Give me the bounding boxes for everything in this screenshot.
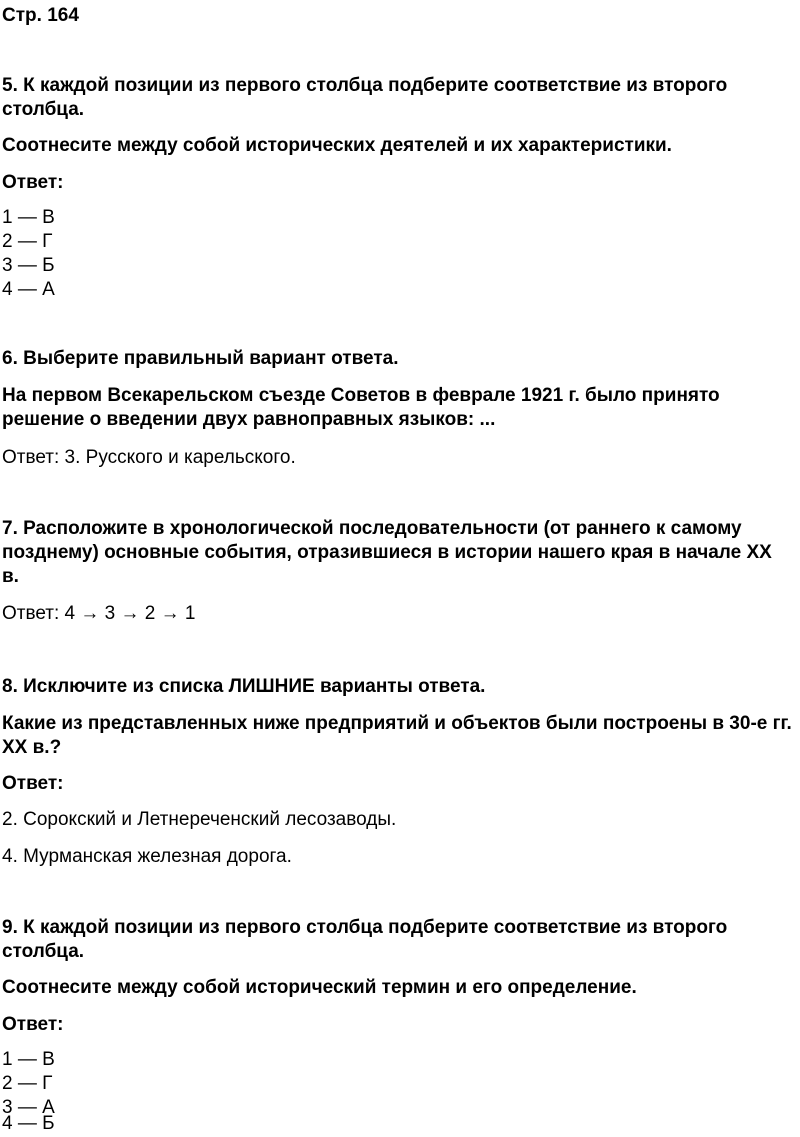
q9-answer-item: 3 — А [2,1097,55,1118]
q7-title: 7. Расположите в хронологической последовательности (от раннего к самому позднему) основные события, отразившиеся в истории нашего края в начале XX в. [2,518,772,587]
q5-answer-label: Ответ: [2,172,64,193]
q9-prompt: Соотнесите между собой исторический термин и его определение. [2,977,637,998]
q6-prompt: На первом Всекарельском съезде Советов в феврале 1921 г. было принято решение о введении двух равноправных языков: ... [2,385,720,430]
q5-answer-item: 4 — А [2,279,55,300]
q8-title: 8. Исключите из списка ЛИШНИЕ варианты ответа. [2,676,486,697]
q5-prompt: Соотнесите между собой исторических деятелей и их характеристики. [2,135,672,156]
q8-prompt: Какие из представленных ниже предприятий и объектов были построены в 30-е гг. XX в.? [2,713,792,758]
q9-answer-item: 1 — В [2,1049,55,1070]
q5-title: 5. К каждой позиции из первого столбца подберите соответствие из второго столбца. [2,75,728,120]
q5-answer-item: 3 — Б [2,255,55,276]
q6-answer: Ответ: 3. Русского и карельского. [2,447,296,468]
q6-title: 6. Выберите правильный вариант ответа. [2,348,399,369]
q5-answer-item: 1 — В [2,207,55,228]
q5-answer-item: 2 — Г [2,231,53,252]
q9-answer-item: 2 — Г [2,1073,53,1094]
q9-answer-label: Ответ: [2,1014,64,1035]
q9-title: 9. К каждой позиции из первого столбца подберите соответствие из второго столбца. [2,917,728,962]
page-label: Стр. 164 [2,5,79,26]
q8-answer-label: Ответ: [2,773,64,794]
q8-answer-item: 4. Мурманская железная дорога. [2,846,292,867]
q7-answer: Ответ: 4 → 3 → 2 → 1 [2,603,196,624]
q9-answer-item: 4 — Б [2,1113,55,1134]
q8-answer-item: 2. Сорокский и Летнереченский лесозаводы. [2,809,397,830]
